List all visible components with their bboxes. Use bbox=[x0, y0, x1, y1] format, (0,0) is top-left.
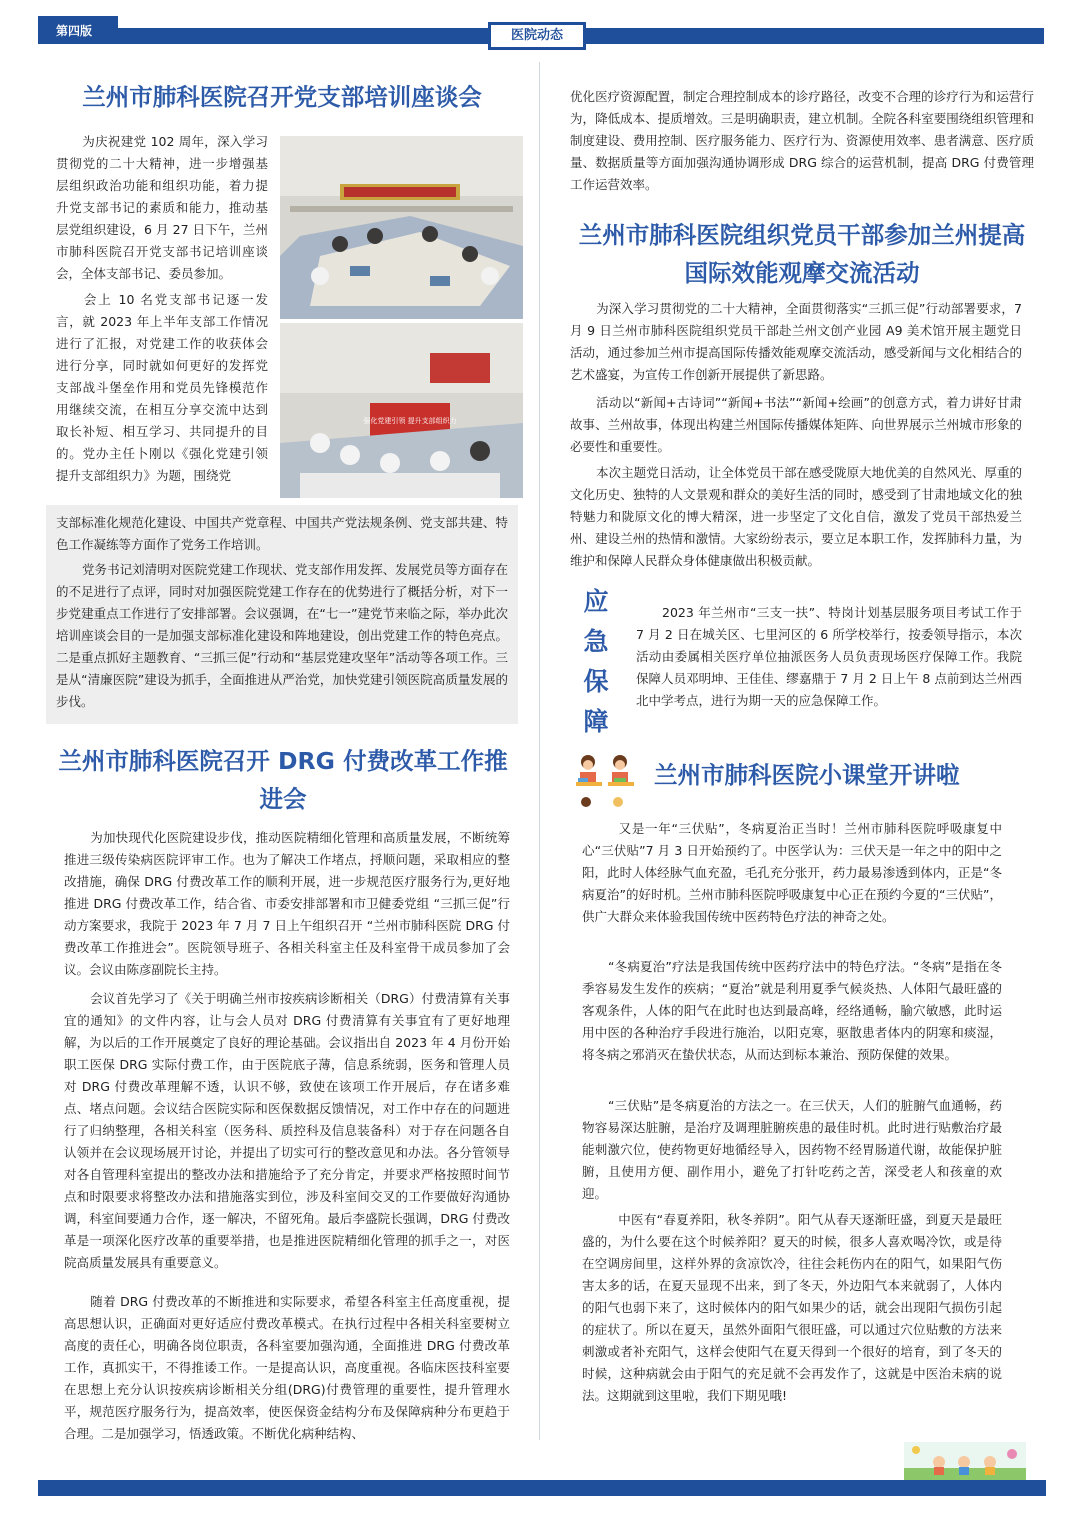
article1-p2: 会上 10 名党支部书记逐一发言，就 2023 年上半年支部工作情况进行了汇报，对党建工作的收获体会进行分享，同时就如何更好的发挥党支部战斗堡垒作用和党员先锋模范作用继续交流，在相互分享交流中达到取长补短、相互学习、共同提升的目的。党办主任卜刚以《强化党建引领 提升支部组织力》为题，围绕党 bbox=[56, 292, 268, 483]
article5-p2: “冬病夏治”疗法是我国传统中医药疗法中的特色疗法。“冬病”是指在冬季容易发生发作的疾病；“夏治”就是利用夏季气候炎热、人体阳气最旺盛的客观条件，人体的阳气在此时也达到最高峰，经络通畅，腧穴敏感，此时运用中医的各种治疗手段进行施治，以阳克寒，驱散患者体内的阴寒和痰湿，将冬病之邪消灭在蛰伏状态，从而达到标本兼治、预防保健的效果。 bbox=[582, 959, 1002, 1062]
article3-p2: 活动以“新闻+古诗词”“新闻+书法”“新闻+绘画”的创意方式，着力讲好甘肃故事、兰州故事，体现出构建兰州国际传播媒体矩阵、向世界展示兰州城市形象的必要性和重要性。 bbox=[570, 395, 1022, 454]
article5-p1: 又是一年“三伏贴”，冬病夏治正当时！兰州市肺科医院呼吸康复中心“三伏贴”7 月 3 日开始预约了。中医学认为：三伏天是一年之中的阳中之阳，此时人体经脉气血充盈，毛孔充分张开，药力最易渗透到体内，正是“冬病夏治”的好时机。兰州市肺科医院呼吸康复中心正在预约今夏的“三伏贴”，供广大群众来体验我国传统中医药特色疗法的神奇之处。 bbox=[582, 821, 1002, 924]
article3-title: 兰州市肺科医院组织党员干部参加兰州提高国际效能观摩交流活动 bbox=[578, 221, 1026, 287]
article5-p4: 中医有“春夏养阳，秋冬养阴”。阳气从春天逐渐旺盛，到夏天是最旺盛的，为什么要在这个时候养阳？夏天的时候，很多人喜欢喝冷饮，或是待在空调房间里，这样外界的贪凉饮冷，往往会耗伤内在的阳气，如果阳气伤害太多的话，在夏天显现不出来，到了冬天，外边阳气本来就弱了，人体内的阳气也弱下来了，这时候体内的阳气如果少的话，就会出现阳气损伤引起的症状了。所以在夏天，虽然外面阳气很旺盛，可以通过穴位贴敷的方法来刺激或者补充阳气，这样会使阳气在夏天得到一个很好的培育，到了冬天的时候，这种病就会由于阳气的充足就不会再发作了，这就是中医治未病的说法。这期就到这里啦，我们下期见哦! bbox=[582, 1212, 1002, 1403]
article4-p1: 2023 年兰州市“三支一扶”、特岗计划基层服务项目考试工作于 7 月 2 日在城关区、七里河区的 6 所学校举行，按委领导指示，本次活动由委属相关医疗单位抽派医务人员负责现场医疗保障工作。我院保障人员邓明坤、王佳佳、缪嘉鼎于 7 月 2 日上午 8 点前到达兰州西北中学考点，进行为期一天的应急保障工作。 bbox=[636, 605, 1022, 708]
article1-p1: 为庆祝建党 102 周年，深入学习贯彻党的二十大精神，进一步增强基层组织政治功能和组织功能，着力提升党支部书记的素质和能力，推动基层党组织建设，6 月 27 日下午，兰州市肺科医院召开党支部书记培训座谈会，全体支部书记、委员参加。 bbox=[56, 134, 268, 281]
meeting-photo-1 bbox=[280, 136, 523, 319]
meeting-photo-2 bbox=[280, 323, 523, 498]
article1-p3: 党务书记刘清明对医院党建工作现状、党支部作用发挥、发展党员等方面存在的不足进行了点评，同时对加强医院党建工作存在的优势进行了概括分析，对下一步党建重点工作进行了安排部署。会议强调，在“七一”建党节来临之际，举办此次培训座谈会目的一是加强支部标准化建设和阵地建设，创出党建工作的特色亮点。二是重点抓好主题教育、“三抓三促”行动和“基层党建攻坚年”活动等各项工作。三是从“清廉医院”建设为抓手，全面推进从严治党，加快党建引领医院高质量发展的步伐。 bbox=[56, 562, 508, 709]
article5-title: 兰州市肺科医院小课堂开讲啦 bbox=[654, 761, 960, 789]
article1-title: 兰州市肺科医院召开党支部培训座谈会 bbox=[82, 83, 482, 111]
article1-p2-cont: 支部标准化规范化建设、中国共产党章程、中国共产党法规条例、党支部共建、特色工作凝练等方面作了党务工作培训。 bbox=[56, 515, 508, 552]
emergency-title-vertical: 应急保障 bbox=[583, 587, 609, 736]
children-illustration bbox=[904, 1442, 1026, 1480]
article3-p1: 为深入学习贯彻党的二十大精神，全面贯彻落实“三抓三促”行动部署要求，7 月 9 日兰州市肺科医院组织党员干部赴兰州文创产业园 A9 美术馆开展主题党日活动，通过参加兰州市提高国际传播效能观摩交流活动，感受新闻与文化相结合的艺术盛宴，为宣传工作创新开展提供了新思路。 bbox=[570, 301, 1022, 382]
article5-p3: “三伏贴”是冬病夏治的方法之一。在三伏天，人们的脏腑气血通畅，药物容易深达脏腑，是治疗及调理脏腑疾患的最佳时机。此时进行贴敷治疗最能刺激穴位，使药物更好地循经导入，因药物不经胃肠道代谢，故能保护脏腑，且使用方便、副作用小，避免了打针吃药之苦，深受老人和孩童的欢迎。 bbox=[582, 1098, 1002, 1201]
article3-p3: 本次主题党日活动，让全体党员干部在感受陇原大地优美的自然风光、厚重的文化历史、独特的人文景观和群众的美好生活的同时，感受到了甘肃地域文化的独特魅力和陇原文化的博大精深，进一步坚定了文化自信，激发了党员干部热爱兰州、建设兰州的热情和激情。大家纷纷表示，要立足本职工作，发挥肺科力量，为维护和保障人民群众身体健康做出积极贡献。 bbox=[570, 465, 1022, 568]
article2-p3-cont: 优化医疗资源配置，制定合理控制成本的诊疗路径，改变不合理的诊疗行为和运营行为，降低成本、提质增效。三是明确职责，建立机制。全院各科室要围绕组织管理和制度建设、费用控制、医疗服务能力、医疗行为、资源使用效率、患者满意、医疗质量、数据质量等方面加强沟通协调形成 DRG 综合的运营机制，提高 DRG 付费管理工作运营效率。 bbox=[570, 89, 1034, 192]
article2-title: 兰州市肺科医院召开 DRG 付费改革工作推进会 bbox=[58, 747, 508, 813]
section-tag: 医院动态 bbox=[488, 22, 586, 50]
article2-p3: 随着 DRG 付费改革的不断推进和实际要求，希望各科室主任高度重视，提高思想认识，正确面对更好适应付费改革模式。在执行过程中各相关科室要树立高度的责任心，明确各岗位职责，各科室要加强沟通，全面推进 DRG 付费改革工作，真抓实干，不得推诿工作。一是提高认识，高度重视。各临床医技科室要在思想上充分认识按疾病诊断相关分组(DRG)付费管理的重要性，提升管理水平，规范医疗服务行为，提高效率，使医保资金结构分布及保障病种分布更趋于合理。二是加强学习，悟透政策。不断优化病种结构、 bbox=[64, 1294, 510, 1441]
edition-label: 第四版 bbox=[38, 16, 118, 44]
footer-bar bbox=[38, 1480, 1046, 1496]
banner-text: 强化党建引领 提升支部组织力 bbox=[363, 417, 457, 425]
article2-p1: 为加快现代化医院建设步伐，推动医院精细化管理和高质量发展，不断统筹推进三级传染病医院评审工作。也为了解决工作堵点，捋顺问题，采取相应的整改措施，确保 DRG 付费改革工作的顺利开展，进一步规范医疗服务行为,更好地推进 DRG 付费改革工作，结合省、市委安排部署和市卫健委党组 “三抓三促”行动方案要求，我院于 2023 年 7 月 7 日上午组织召开 “兰州市肺科医院 DRG 付费改革工作推进会”。医院领导班子、各相关科室主任及科室骨干成员参加了会议。会议由陈彦副院长主持。 bbox=[64, 830, 510, 977]
students-reading-icon bbox=[574, 752, 638, 808]
article2-p2: 会议首先学习了《关于明确兰州市按疾病诊断相关（DRG）付费清算有关事宜的通知》的文件内容，让与会人员对 DRG 付费清算有关事宜有了更好地理解，为以后的工作开展奠定了良好的理论基础。会议指出自 2023 年 4 月份开始职工医保 DRG 实际付费工作，由于医院底子薄，信息系统弱，医务和管理人员对 DRG 付费改革理解不透，认识不够，致使在该项工作开展后，存在诸多难点、堵点问题。会议结合医院实际和医保数据反馈情况，对工作中存在的问题进行了归纳整理，各相关科室（医务科、质控科及信息装备科）对于存在问题各自认领并在会议现场展开讨论，并提出了切实可行的整改意见和办法。各分管领导对各自管理科室提出的整改办法和措施给予了充分肯定，并要求严格按照时间节点和时限要求将整改办法和措施落实到位，涉及科室间交叉的工作要做好沟通协调，科室间要通力合作，逐一解决，不留死角。最后李盛院长强调，DRG 付费改革是一项深化医疗改革的重要举措，也是推进医院精细化管理的抓手之一，对医院高质量发展具有重要意义。 bbox=[64, 991, 510, 1270]
column-divider bbox=[539, 62, 540, 1440]
